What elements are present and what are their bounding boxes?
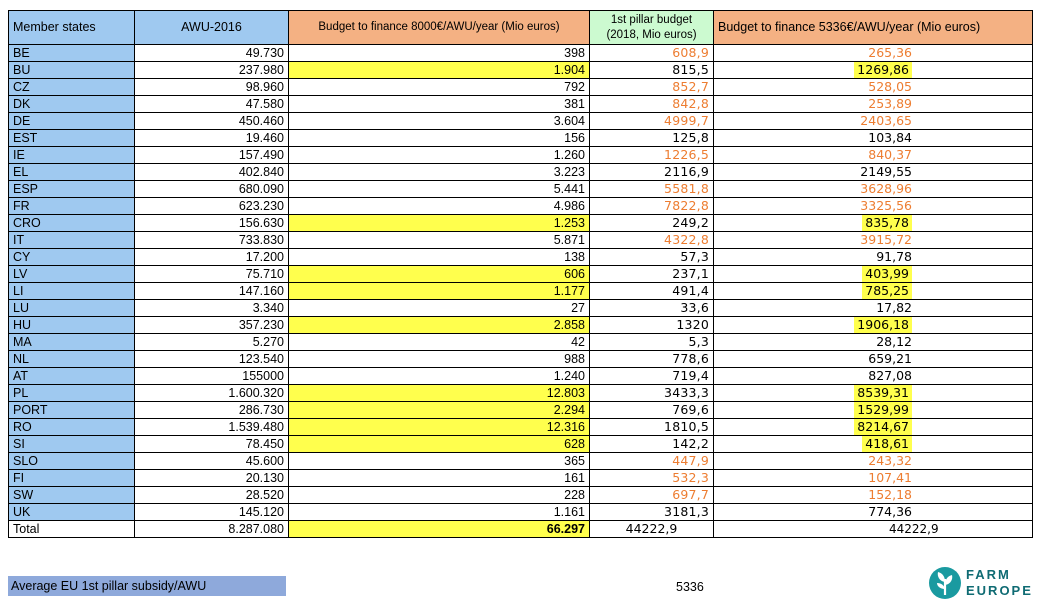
cell-budget-5336-value: 3325,56 [860, 198, 912, 213]
table-row [9, 181, 1033, 198]
cell-budget-5336-value: 840,37 [868, 147, 912, 162]
cell-first-pillar: 249,2 [590, 215, 714, 232]
cell-member-state: UK [9, 504, 135, 521]
cell-budget-5336 [714, 436, 1033, 453]
cell-budget-5336 [714, 334, 1033, 351]
cell-budget-8000: 3.223 [289, 164, 590, 181]
cell-awu: 147.160 [135, 283, 289, 300]
cell-awu: 17.200 [135, 249, 289, 266]
table-row [9, 368, 1033, 385]
cell-budget-5336-value: 785,25 [862, 283, 912, 299]
cell-awu: 1.600.320 [135, 385, 289, 402]
cell-budget-5336-value: 3628,96 [860, 181, 912, 196]
cell-budget-8000: 27 [289, 300, 590, 317]
average-subsidy-label: Average EU 1st pillar subsidy/AWU [8, 576, 286, 596]
cell-budget-5336-value: 8539,31 [854, 385, 912, 401]
farm-europe-logo [928, 565, 1033, 603]
cell-awu: 357.230 [135, 317, 289, 334]
cell-awu: 286.730 [135, 402, 289, 419]
cell-awu: 450.460 [135, 113, 289, 130]
cell-budget-5336-value: 418,61 [862, 436, 912, 452]
cell-member-state: FI [9, 470, 135, 487]
cell-first-pillar: 4999,7 [590, 113, 714, 130]
cell-budget-8000: 1.240 [289, 368, 590, 385]
cell-budget-8000: 42 [289, 334, 590, 351]
cell-budget-5336-value: 107,41 [868, 470, 912, 485]
cell-budget-8000: 606 [289, 266, 590, 283]
cell-budget-5336 [714, 504, 1033, 521]
cell-budget-8000: 5.871 [289, 232, 590, 249]
cell-budget-5336-value: 265,36 [868, 45, 912, 60]
cell-awu: 20.130 [135, 470, 289, 487]
header-first-pillar [590, 11, 714, 45]
cell-awu: 45.600 [135, 453, 289, 470]
cell-member-state: EL [9, 164, 135, 181]
cell-budget-5336 [714, 181, 1033, 198]
cell-member-state: SI [9, 436, 135, 453]
cell-first-pillar: 33,6 [590, 300, 714, 317]
cell-budget-5336 [714, 130, 1033, 147]
cell-awu: 78.450 [135, 436, 289, 453]
cell-first-pillar: 57,3 [590, 249, 714, 266]
cell-first-pillar: 237,1 [590, 266, 714, 283]
cell-budget-5336-value: 1269,86 [854, 62, 912, 78]
cell-first-pillar: 7822,8 [590, 198, 714, 215]
cell-first-pillar: 142,2 [590, 436, 714, 453]
table-row [9, 232, 1033, 249]
table-row [9, 470, 1033, 487]
cell-member-state: BE [9, 45, 135, 62]
budget-table [8, 10, 1033, 538]
cell-budget-8000: 2.294 [289, 402, 590, 419]
cell-first-pillar: 3181,3 [590, 504, 714, 521]
cell-first-pillar: 491,4 [590, 283, 714, 300]
cell-member-state: CRO [9, 215, 135, 232]
cell-first-pillar: 842,8 [590, 96, 714, 113]
cell-budget-5336-value: 152,18 [868, 487, 912, 502]
cell-member-state: PORT [9, 402, 135, 419]
header-first-pillar-line1: 1st pillar budget [610, 13, 693, 26]
table-row [9, 436, 1033, 453]
cell-first-pillar: 532,3 [590, 470, 714, 487]
cell-budget-8000: 5.441 [289, 181, 590, 198]
cell-budget-5336 [714, 96, 1033, 113]
cell-awu: 733.830 [135, 232, 289, 249]
cell-awu: 19.460 [135, 130, 289, 147]
cell-budget-8000: 988 [289, 351, 590, 368]
total-awu: 8.287.080 [135, 521, 289, 538]
cell-awu: 5.270 [135, 334, 289, 351]
table-row [9, 334, 1033, 351]
logo-text-farm: FARM [966, 567, 1011, 582]
cell-first-pillar: 2116,9 [590, 164, 714, 181]
cell-awu: 623.230 [135, 198, 289, 215]
cell-budget-5336-value: 2149,55 [860, 164, 912, 179]
cell-budget-5336 [714, 402, 1033, 419]
cell-first-pillar: 5,3 [590, 334, 714, 351]
cell-budget-8000: 1.253 [289, 215, 590, 232]
cell-first-pillar: 778,6 [590, 351, 714, 368]
cell-awu: 145.120 [135, 504, 289, 521]
cell-first-pillar: 608,9 [590, 45, 714, 62]
table-row [9, 79, 1033, 96]
cell-budget-8000: 1.161 [289, 504, 590, 521]
cell-budget-5336 [714, 215, 1033, 232]
cell-first-pillar: 447,9 [590, 453, 714, 470]
cell-budget-8000: 365 [289, 453, 590, 470]
table-row [9, 164, 1033, 181]
cell-budget-8000: 2.858 [289, 317, 590, 334]
cell-budget-8000: 628 [289, 436, 590, 453]
table-row [9, 487, 1033, 504]
cell-budget-5336 [714, 232, 1033, 249]
cell-budget-5336 [714, 351, 1033, 368]
cell-awu: 157.490 [135, 147, 289, 164]
cell-budget-8000: 3.604 [289, 113, 590, 130]
cell-member-state: ESP [9, 181, 135, 198]
cell-budget-8000: 138 [289, 249, 590, 266]
cell-budget-5336 [714, 283, 1033, 300]
cell-awu: 47.580 [135, 96, 289, 113]
cell-awu: 155000 [135, 368, 289, 385]
cell-budget-5336 [714, 164, 1033, 181]
total-label: Total [9, 521, 135, 538]
cell-budget-8000: 1.904 [289, 62, 590, 79]
cell-budget-8000: 1.260 [289, 147, 590, 164]
table-row [9, 385, 1033, 402]
cell-member-state: LV [9, 266, 135, 283]
cell-member-state: IE [9, 147, 135, 164]
table-row [9, 317, 1033, 334]
cell-first-pillar: 697,7 [590, 487, 714, 504]
cell-awu: 1.539.480 [135, 419, 289, 436]
cell-budget-5336-value: 827,08 [868, 368, 912, 383]
cell-budget-5336-value: 2403,65 [860, 113, 912, 128]
header-row [9, 11, 1033, 45]
table-row [9, 198, 1033, 215]
cell-member-state: AT [9, 368, 135, 385]
header-budget-5336: Budget to finance 5336€/AWU/year (Mio euros) [714, 11, 1033, 45]
cell-awu: 156.630 [135, 215, 289, 232]
cell-budget-5336-value: 17,82 [876, 300, 912, 315]
cell-first-pillar: 1810,5 [590, 419, 714, 436]
cell-first-pillar: 3433,3 [590, 385, 714, 402]
cell-budget-5336 [714, 79, 1033, 96]
cell-budget-5336-value: 1529,99 [854, 402, 912, 418]
cell-budget-8000: 12.803 [289, 385, 590, 402]
cell-budget-8000: 1.177 [289, 283, 590, 300]
cell-member-state: SLO [9, 453, 135, 470]
cell-budget-5336-value: 28,12 [876, 334, 912, 349]
cell-first-pillar: 815,5 [590, 62, 714, 79]
cell-budget-5336-value: 659,21 [868, 351, 912, 366]
cell-awu: 3.340 [135, 300, 289, 317]
cell-budget-5336 [714, 419, 1033, 436]
cell-first-pillar: 1226,5 [590, 147, 714, 164]
cell-member-state: CZ [9, 79, 135, 96]
cell-budget-8000: 4.986 [289, 198, 590, 215]
cell-member-state: SW [9, 487, 135, 504]
header-first-pillar-line2: (2018, Mio euros) [606, 28, 697, 41]
cell-budget-5336-value: 91,78 [876, 249, 912, 264]
cell-budget-5336 [714, 300, 1033, 317]
sprout-icon [928, 565, 962, 601]
cell-budget-5336-value: 1906,18 [854, 317, 912, 333]
cell-first-pillar: 4322,8 [590, 232, 714, 249]
cell-awu: 680.090 [135, 181, 289, 198]
cell-member-state: CY [9, 249, 135, 266]
table-row [9, 147, 1033, 164]
cell-first-pillar: 852,7 [590, 79, 714, 96]
total-budget-8000: 66.297 [289, 521, 590, 538]
cell-budget-5336 [714, 470, 1033, 487]
cell-budget-5336 [714, 198, 1033, 215]
cell-budget-5336-value: 3915,72 [860, 232, 912, 247]
cell-budget-5336 [714, 147, 1033, 164]
header-budget-8000: Budget to finance 8000€/AWU/year (Mio euros) [289, 11, 590, 45]
cell-member-state: MA [9, 334, 135, 351]
cell-budget-5336-value: 528,05 [868, 79, 912, 94]
cell-first-pillar: 1320 [590, 317, 714, 334]
header-member-states: Member states [9, 11, 135, 45]
cell-budget-5336 [714, 385, 1033, 402]
cell-member-state: NL [9, 351, 135, 368]
table-row [9, 266, 1033, 283]
logo-text-europe: EUROPE [966, 583, 1033, 598]
cell-awu: 123.540 [135, 351, 289, 368]
table-row [9, 249, 1033, 266]
cell-awu: 75.710 [135, 266, 289, 283]
cell-member-state: DE [9, 113, 135, 130]
table-row [9, 96, 1033, 113]
table-row [9, 130, 1033, 147]
cell-first-pillar: 5581,8 [590, 181, 714, 198]
cell-member-state: IT [9, 232, 135, 249]
average-subsidy-value: 5336 [676, 580, 704, 594]
cell-awu: 49.730 [135, 45, 289, 62]
cell-member-state: RO [9, 419, 135, 436]
cell-member-state: DK [9, 96, 135, 113]
cell-budget-8000: 156 [289, 130, 590, 147]
cell-budget-5336-value: 103,84 [868, 130, 912, 145]
cell-first-pillar: 125,8 [590, 130, 714, 147]
cell-awu: 98.960 [135, 79, 289, 96]
cell-budget-5336 [714, 249, 1033, 266]
table-row [9, 45, 1033, 62]
total-first-pillar: 44222,9 [590, 521, 714, 538]
cell-member-state: LU [9, 300, 135, 317]
cell-budget-5336 [714, 317, 1033, 334]
cell-budget-5336 [714, 453, 1033, 470]
table-row [9, 62, 1033, 79]
table-row [9, 300, 1033, 317]
cell-budget-5336-value: 253,89 [868, 96, 912, 111]
cell-member-state: FR [9, 198, 135, 215]
cell-budget-5336-value: 8214,67 [854, 419, 912, 435]
table-row [9, 113, 1033, 130]
table-row [9, 402, 1033, 419]
cell-first-pillar: 769,6 [590, 402, 714, 419]
cell-budget-5336-value: 403,99 [862, 266, 912, 282]
cell-budget-5336-value: 774,36 [868, 504, 912, 519]
cell-member-state: BU [9, 62, 135, 79]
cell-member-state: PL [9, 385, 135, 402]
table-body [9, 45, 1033, 521]
cell-budget-5336 [714, 368, 1033, 385]
total-row [9, 521, 1033, 538]
header-awu: AWU-2016 [135, 11, 289, 45]
cell-budget-5336 [714, 266, 1033, 283]
cell-budget-5336 [714, 45, 1033, 62]
cell-budget-8000: 12.316 [289, 419, 590, 436]
cell-budget-5336-value: 243,32 [868, 453, 912, 468]
cell-member-state: EST [9, 130, 135, 147]
cell-awu: 237.980 [135, 62, 289, 79]
cell-budget-8000: 161 [289, 470, 590, 487]
cell-budget-5336-value: 835,78 [862, 215, 912, 231]
cell-awu: 402.840 [135, 164, 289, 181]
total-budget-5336: 44222,9 [714, 521, 1033, 538]
cell-first-pillar: 719,4 [590, 368, 714, 385]
cell-budget-8000: 792 [289, 79, 590, 96]
table-row [9, 215, 1033, 232]
cell-budget-8000: 381 [289, 96, 590, 113]
table-row [9, 453, 1033, 470]
cell-member-state: LI [9, 283, 135, 300]
table-row [9, 419, 1033, 436]
cell-awu: 28.520 [135, 487, 289, 504]
cell-budget-5336 [714, 487, 1033, 504]
table-row [9, 283, 1033, 300]
table-row [9, 504, 1033, 521]
table-row [9, 351, 1033, 368]
cell-budget-5336 [714, 113, 1033, 130]
cell-budget-5336 [714, 62, 1033, 79]
cell-budget-8000: 228 [289, 487, 590, 504]
cell-member-state: HU [9, 317, 135, 334]
cell-budget-8000: 398 [289, 45, 590, 62]
